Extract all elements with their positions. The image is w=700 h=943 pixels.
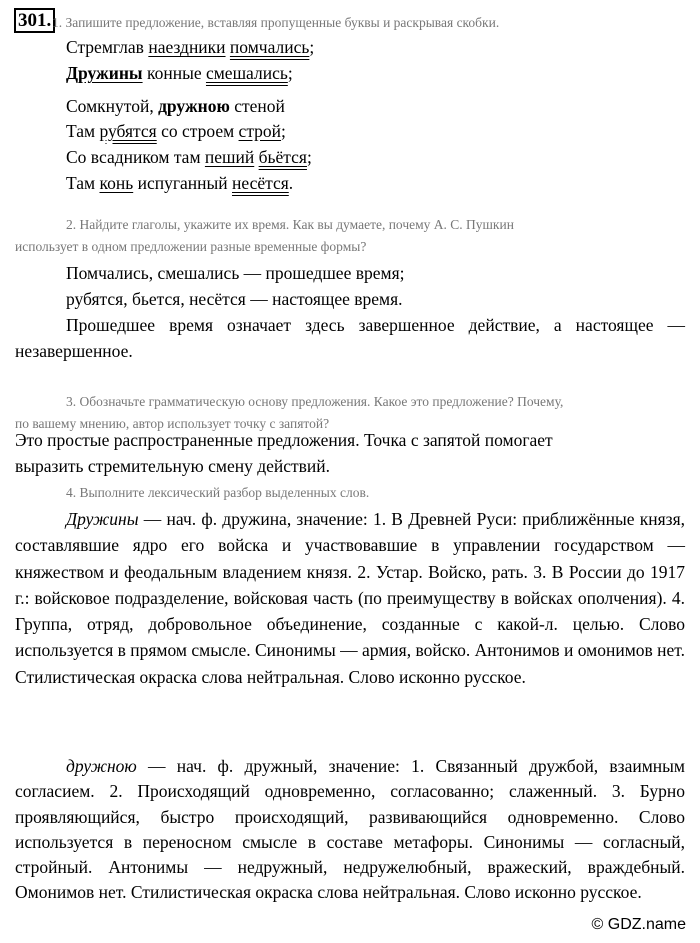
poem-text: конные bbox=[142, 63, 206, 83]
poem-text: ; bbox=[281, 121, 286, 141]
poem-line-4 bbox=[66, 119, 286, 144]
poem-text: Стремглав bbox=[66, 37, 149, 57]
poem-bold-word: дружною bbox=[158, 96, 230, 116]
poem-subject: наездники bbox=[148, 37, 226, 57]
site-watermark: © GDZ.name bbox=[591, 916, 686, 933]
entry-text: — нач. ф. дружный, значение: 1. Связанный дружбой, взаимным согласием. 2. Происходящий одновременно, согласованно; слаженный. 3. Бурно проявляющийся, быстро происходящий, развивающийся одновременно. Слово используется в переносном смысле в составе метафоры. Синонимы — согласный, стройный. Антонимы — недружный, недружелюбный, вражеский, враждебный. Омонимов нет. Стилистическая окраска слова нейтральная. Слово исконно русское. bbox=[15, 756, 685, 903]
poem-subject: Дружины bbox=[66, 63, 143, 83]
entry-text: — нач. ф. дружина, значение: 1. В Древней Руси: приближённые князя, составлявшие ядро его войска и участвовавшие в управлении государством — княжеством и феодальным владением князя. 2. Устар. Войско, рать. 3. В России до 1917 г.: войсковое подразделение, войсковая часть (по преимуществу в войсках ополчения). 4. Группа, отряд, добровольное объединение, созданные с какой-л. целью. Слово используется в прямом смысле. Синонимы — армия, войско. Антонимов и омонимов нет. Стилистическая окраска слова нейтральная. Слово исконно русское. bbox=[15, 509, 685, 687]
poem-predicate: бьётся bbox=[258, 147, 307, 167]
poem-text: ; bbox=[306, 147, 312, 167]
lexical-entry-druzhnoyu bbox=[15, 754, 685, 906]
poem-line-3 bbox=[66, 94, 285, 119]
task2-instruction-1: 2. Найдите глаголы, укажите их время. Как вы думаете, почему А. С. Пушкин bbox=[66, 217, 514, 232]
poem-text: . bbox=[288, 173, 294, 193]
task3-answer-2: выразить стремительную смену действий. bbox=[15, 456, 331, 476]
poem-text: со строем bbox=[156, 121, 239, 141]
task4-instruction: 4. Выполните лексический разбор выделенных слов. bbox=[66, 485, 370, 500]
entry-headword: Дружины bbox=[66, 509, 139, 529]
poem-text: испуганный bbox=[133, 173, 232, 193]
poem-predicate: смешались bbox=[205, 63, 288, 83]
task2-answer-1: Помчались, смешались — прошедшее время; bbox=[66, 263, 405, 283]
poem-line-5 bbox=[66, 145, 312, 170]
poem-subject: конь bbox=[99, 173, 134, 193]
poem-subject: строй bbox=[238, 121, 282, 141]
poem-subject: пеший bbox=[204, 147, 255, 167]
task2-instruction-2: использует в одном предложении разные временные формы? bbox=[15, 239, 367, 254]
poem-line-6 bbox=[66, 171, 293, 196]
poem-predicate: помчались bbox=[229, 37, 310, 57]
task3-instruction-2: по вашему мнению, автор использует точку с запятой? bbox=[15, 416, 330, 431]
poem-predicate: несётся bbox=[232, 173, 289, 193]
task3-instruction-1: 3. Обозначьте грамматическую основу предложения. Какое это предложение? Почему, bbox=[66, 394, 564, 409]
poem-predicate: рубятся bbox=[99, 121, 157, 141]
poem-line-1 bbox=[66, 35, 314, 60]
lexical-entry-druzhiny bbox=[15, 506, 685, 690]
entry-headword: дружною bbox=[66, 756, 137, 776]
task1-instruction: 1. Запишите предложение, вставляя пропущенные буквы и раскрывая скобки. bbox=[52, 15, 500, 30]
task3-answer-1: Это простые распространенные предложения. Точка с запятой помогает bbox=[15, 430, 553, 450]
poem-text: ; bbox=[287, 63, 293, 83]
poem-text: Со всадником там bbox=[66, 147, 205, 167]
exercise-number: 301. bbox=[14, 8, 55, 33]
task2-answer-paragraph: Прошедшее время означает здесь завершенное действие, а настоящее — незавершенное. bbox=[15, 315, 685, 362]
poem-text: Там bbox=[66, 173, 100, 193]
poem-text: ; bbox=[309, 37, 315, 57]
poem-text: стеной bbox=[229, 96, 285, 116]
task2-answer-2: рубятся, бьется, несётся — настоящее время. bbox=[66, 289, 403, 309]
poem-line-2 bbox=[66, 61, 293, 86]
poem-text: Сомкнутой, bbox=[66, 96, 159, 116]
poem-text: Там bbox=[66, 121, 100, 141]
